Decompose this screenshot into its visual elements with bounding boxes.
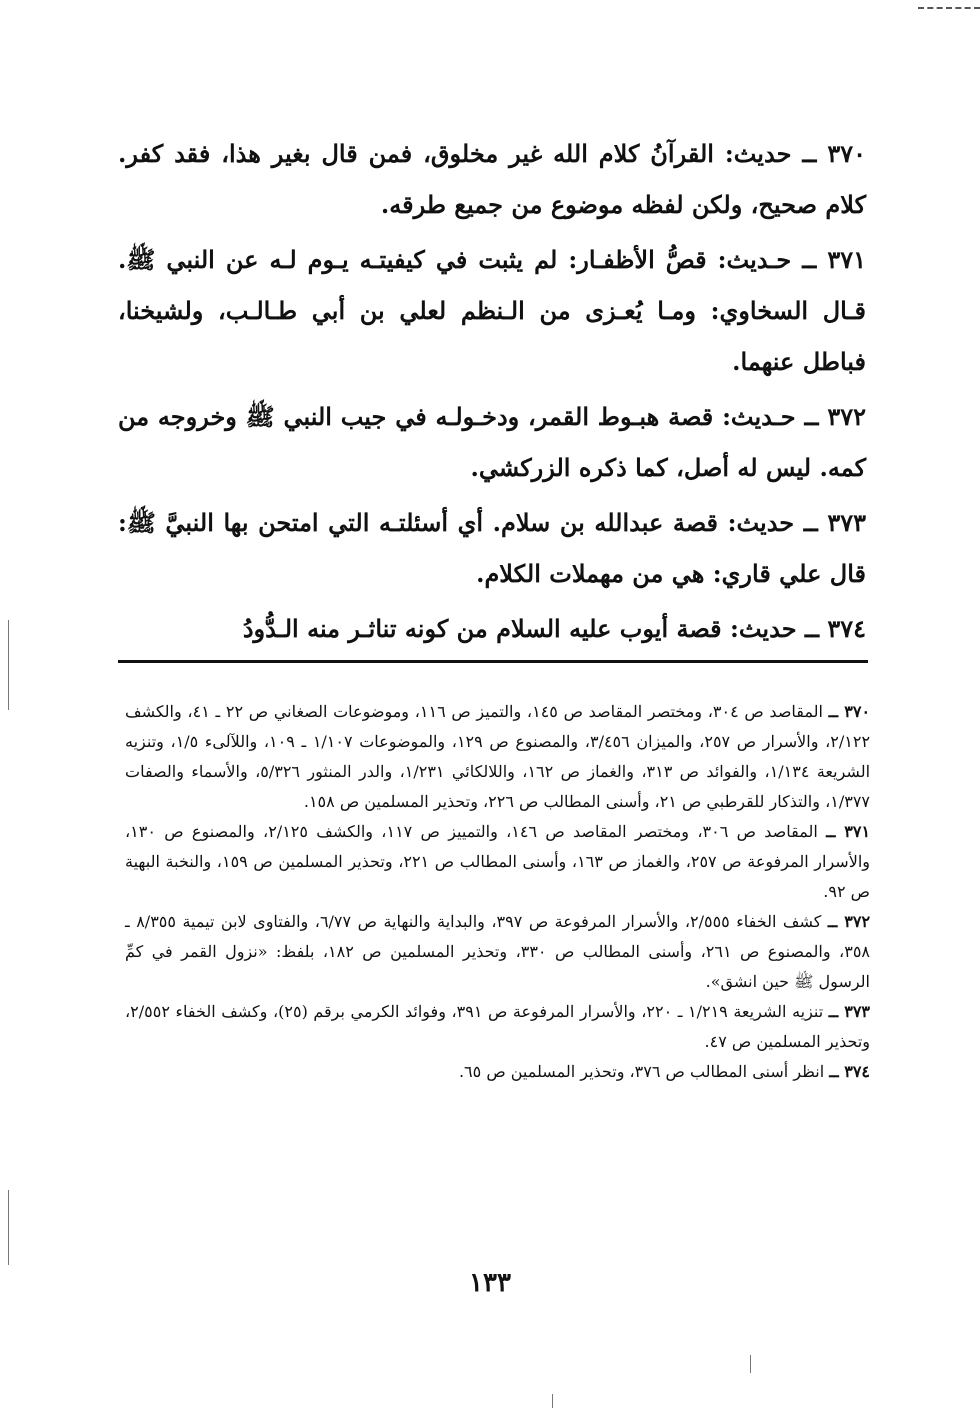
entry-heading: حديث: قصة عبدالله بن سلام. أي أسئلتـه التي امتحن بها النبيَّ ﷺ: <box>118 508 795 537</box>
footnote-370 <box>125 697 870 817</box>
entry-heading: حـديث: قصُّ الأظفـار: لم يثبت في كيفيتـه يـوم لـه عن النبي ﷺ. <box>118 245 792 274</box>
entry-number: ٣٧١ ــ <box>802 245 866 274</box>
footnote-separator <box>118 660 868 663</box>
main-text <box>118 128 866 658</box>
scan-edge-line <box>8 620 9 710</box>
footnote-text: انظر أسنى المطالب ص ٣٧٦، وتحذير المسلمين ص ٦٥. <box>458 1062 825 1081</box>
scan-tick <box>750 1355 751 1373</box>
entry-heading: حديث: القرآنُ كلام الله غير مخلوق، فمن قال بغير هذا، فقد كفر. <box>118 139 792 168</box>
footnote-text: المقاصد ص ٣٠٤، ومختصر المقاصد ص ١٤٥، والتميز ص ١١٦، وموضوعات الصغاني ص ٢٢ ـ ٤١، والكشف ٢/١٢٢، والأسرار ص ٢٥٧، والميزان ٣/٤٥٦، والمصنوع ص ١٢٩، والموضوعات ١/١٠٧ ـ ١٠٩، واللآلىء ١/٥، وتنزيه الشريعة ١/١٣٤، والفوائد ص ٣١٣، والغماز ص ١٦٢، واللالكائي ١/٢٣١، والدر المنثور ٥/٣٢٦، والأسماء والصفات ١/٣٧٧، والتذكار للقرطبي ص ٢١، وأسنى المطالب ص ٢٢٦، وتحذير المسلمين ص ١٥٨. <box>125 702 871 811</box>
entry-374 <box>118 603 866 654</box>
footnote-text: تنزيه الشريعة ١/٢١٩ ـ ٢٢٠، والأسرار المرفوعة ص ٣٩١، وفوائد الكرمي برقم (٢٥)، وكشف الخفاء ٢/٥٥٢، وتحذير المسلمين ص ٤٧. <box>125 1002 870 1051</box>
entry-370 <box>118 128 866 230</box>
footnote-number: ٣٧٢ ــ <box>827 912 871 931</box>
scan-tick <box>552 1394 553 1408</box>
footnote-number: ٣٧٠ ــ <box>828 702 871 721</box>
entry-number: ٣٧٤ ــ <box>804 614 866 643</box>
footnote-number: ٣٧٣ ــ <box>828 1002 870 1021</box>
entry-number: ٣٧٣ ــ <box>803 508 867 537</box>
entry-ruling: قال علي قاري: هي من مهملات الكلام. <box>476 559 866 588</box>
entry-ruling: ليس له أصل، كما ذكره الزركشي. <box>470 453 812 482</box>
entry-number: ٣٧٠ ــ <box>802 139 866 168</box>
footnotes <box>125 697 870 1087</box>
page-number: ١٣٣ <box>469 1268 511 1298</box>
footnote-text: كشف الخفاء ٢/٥٥٥، والأسرار المرفوعة ص ٣٩٧، والبداية والنهاية ص ٦/٧٧، والفتاوى لابن تيمية ٨/٣٥٥ ـ ٣٥٨، والمصنوع ص ٢٦١، وأسنى المطالب ص ٣٣٠، وتحذير المسلمين ص ١٨٢، بلفظ: «نزول القمر في كمِّ الرسول ﷺ حين انشق». <box>125 912 871 991</box>
footnote-374 <box>125 1057 870 1087</box>
footnote-number: ٣٧٤ ــ <box>829 1062 870 1081</box>
footnote-text: المقاصد ص ٣٠٦، ومختصر المقاصد ص ١٤٦، والتمييز ص ١١٧، والكشف ٢/١٢٥، والمصنوع ص ١٣٠، والأسرار المرفوعة ص ٢٥٧، والغماز ص ١٦٣، وأسنى المطالب ص ٢٢١، وتحذير المسلمين ص ١٥٩، والنخبة البهية ص ٩٢. <box>125 822 871 901</box>
entry-heading: حديث: قصة أيوب عليه السلام من كونه تناثـر منه الـدُّودُ <box>242 614 797 643</box>
entry-ruling: قـال السخاوي: ومـا يُعـزى من الـنظم لعلي بن أبي طـالـب، ولشيخنا، فباطل عنهما. <box>118 296 866 376</box>
footnote-371 <box>125 817 870 907</box>
footnote-372 <box>125 907 870 997</box>
scan-mark <box>918 7 980 9</box>
entry-371 <box>118 234 866 387</box>
entry-number: ٣٧٢ ــ <box>804 402 867 431</box>
entry-heading: حـديث: قصة هبـوط القمر، ودخـولـه في جيب النبي ﷺ وخروجه من كمه. <box>118 402 866 482</box>
entry-372 <box>118 391 866 493</box>
entry-373 <box>118 497 866 599</box>
footnote-number: ٣٧١ ــ <box>826 822 871 841</box>
scan-edge-line <box>8 1190 9 1265</box>
entry-ruling: كلام صحيح، ولكن لفظه موضوع من جميع طرقه. <box>380 190 866 219</box>
footnote-373 <box>125 997 870 1057</box>
